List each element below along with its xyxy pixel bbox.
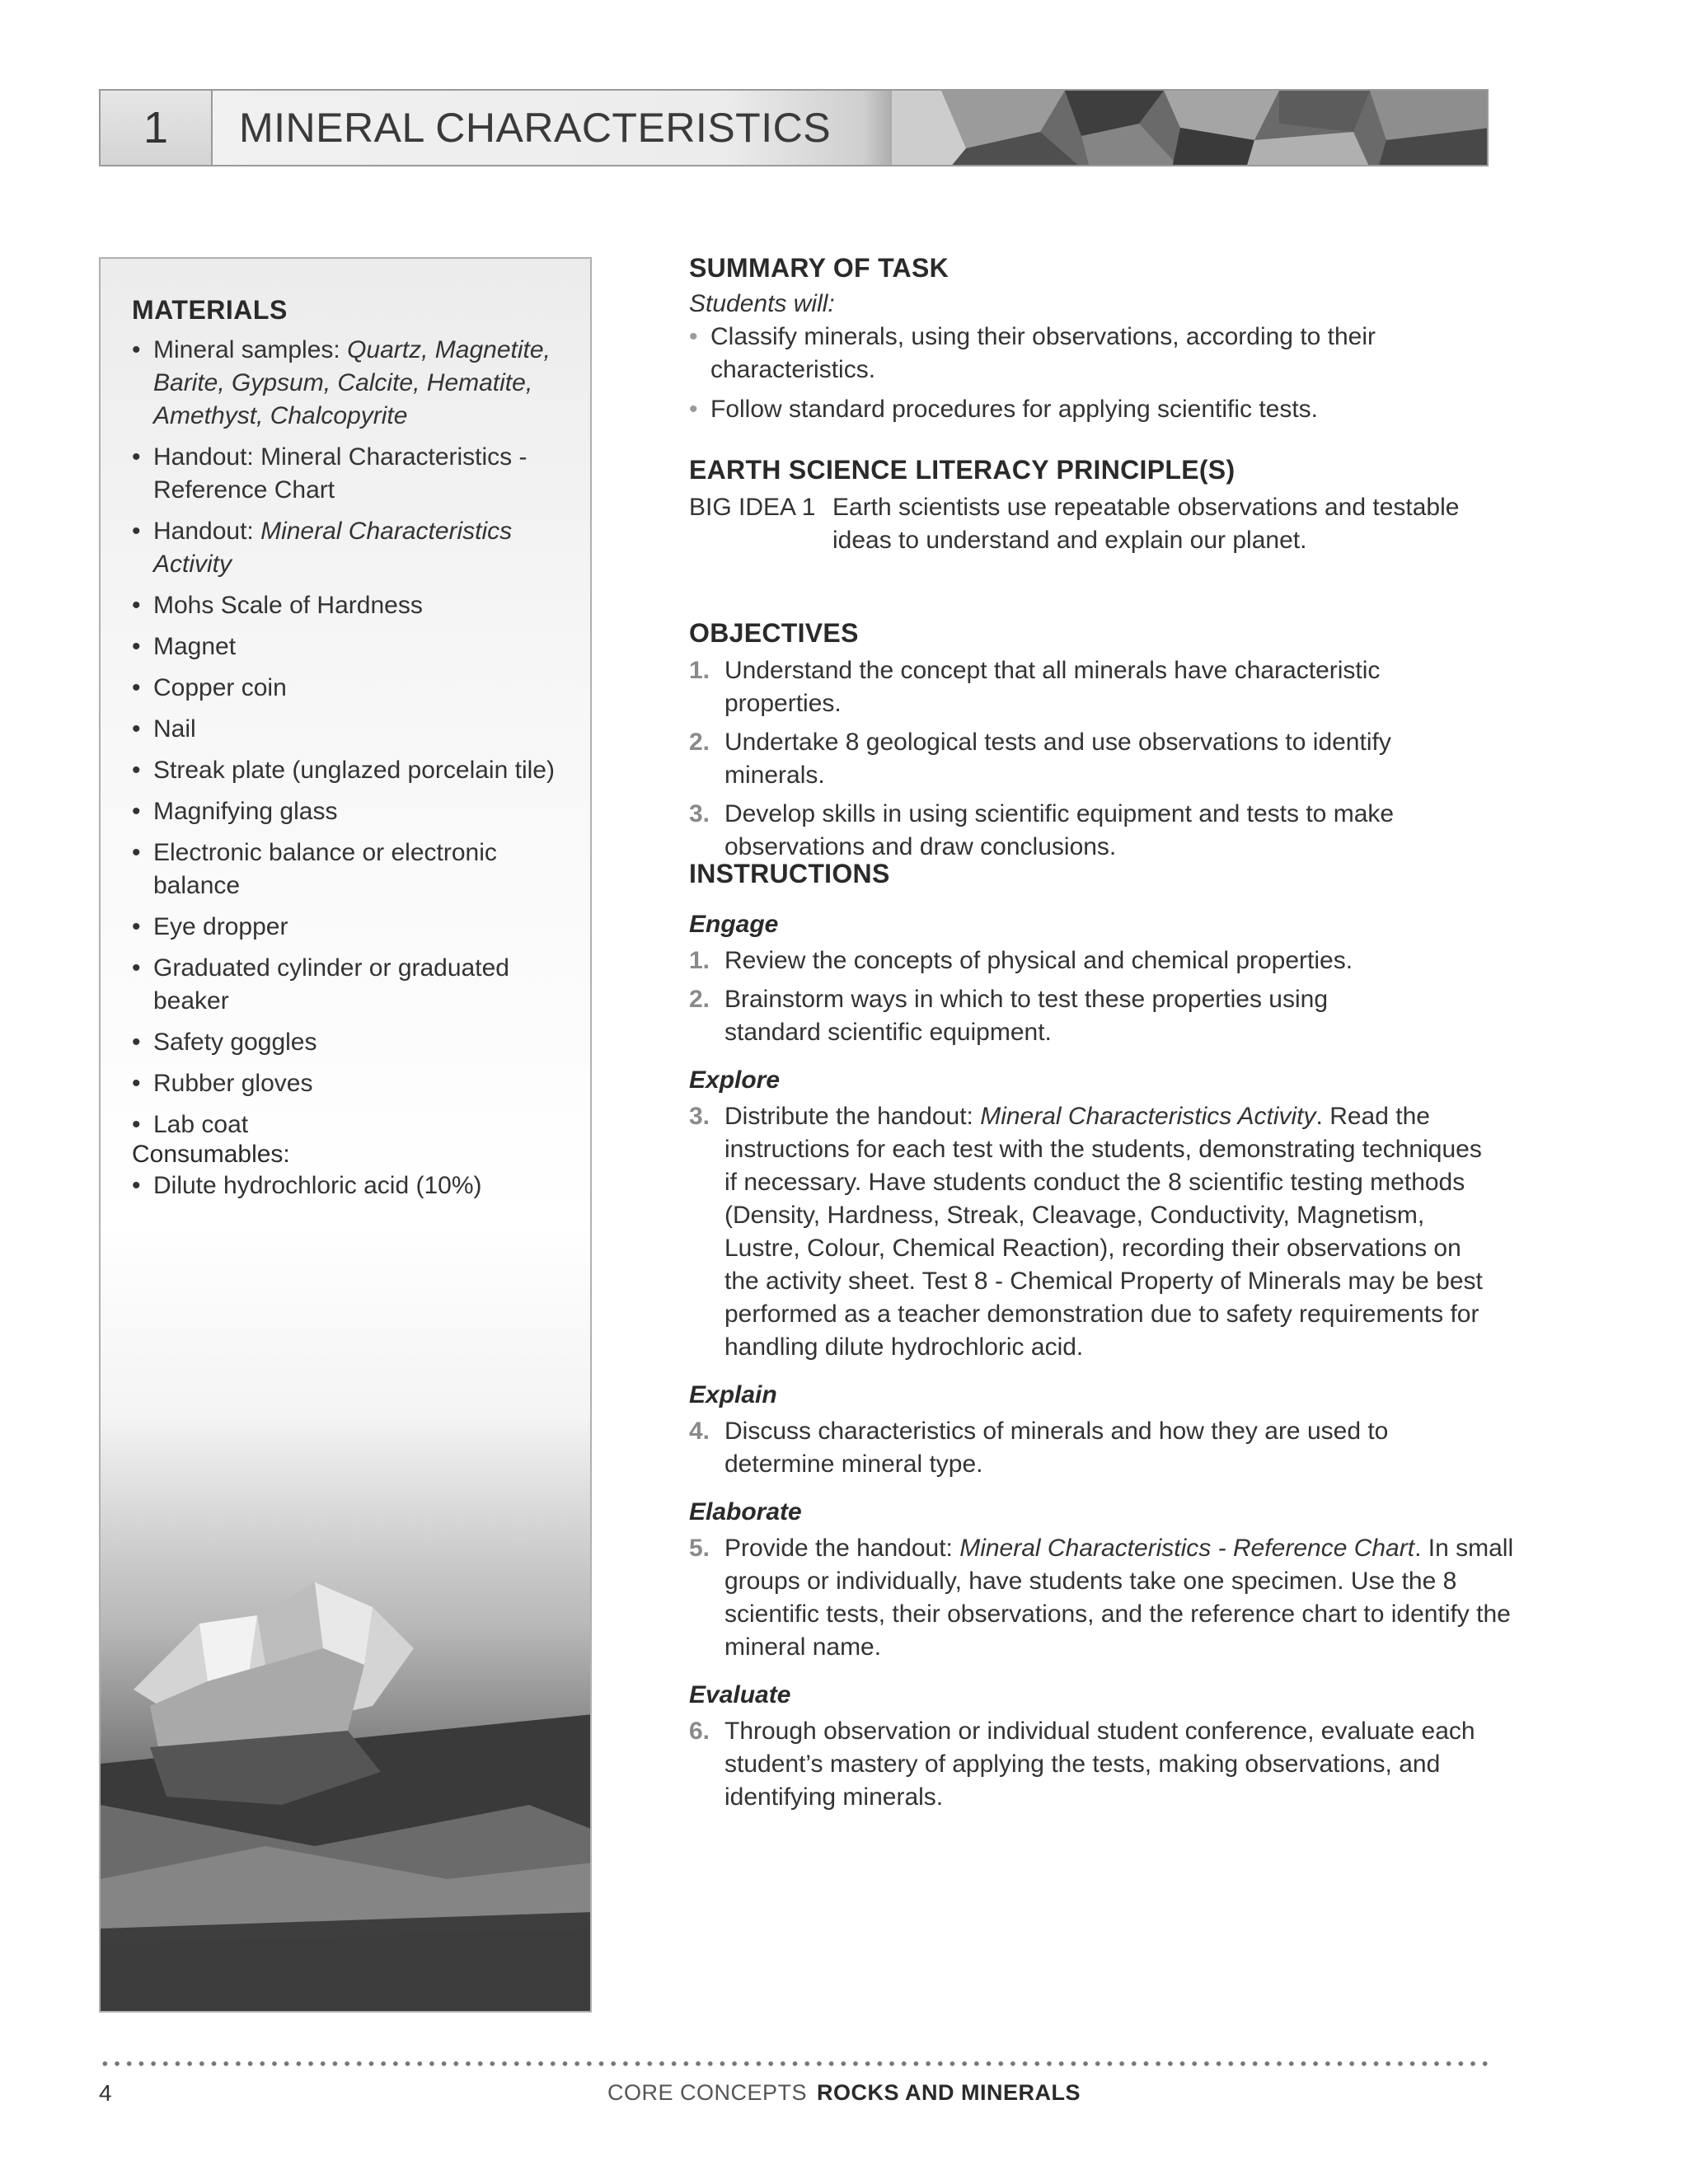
objective-item: 3. Develop skills in using scientific equipment and tests to make observations and draw conclusions. bbox=[689, 800, 1395, 860]
list-item: • Mohs Scale of Hardness bbox=[132, 589, 577, 622]
list-item: • Dilute hydrochloric acid (10%) bbox=[132, 1169, 577, 1202]
page-number: 4 bbox=[99, 2080, 112, 2106]
instruction-item: 6. Through observation or individual student conference, evaluate each student’s mastery of applying the tests, making observations, and identifying minerals. bbox=[689, 1718, 1475, 1811]
explore-label: Explore bbox=[689, 1066, 781, 1094]
consumables-list bbox=[132, 1169, 577, 1202]
chapter-number: 1 bbox=[101, 91, 213, 165]
chapter-title: MINERAL CHARACTERISTICS bbox=[239, 105, 832, 151]
summary-heading: SUMMARY OF TASK bbox=[689, 253, 950, 283]
literacy-heading: EARTH SCIENCE LITERACY PRINCIPLE(S) bbox=[689, 455, 1236, 485]
list-item: • Graduated cylinder or graduated beaker bbox=[132, 952, 577, 1018]
footer-series: CORE CONCEPTS bbox=[607, 2080, 807, 2105]
chapter-header bbox=[99, 89, 1489, 166]
big-idea-text: Earth scientists use repeatable observations and testable ideas to understand and explain our planet. bbox=[832, 494, 1460, 554]
instruction-item: 1. Review the concepts of physical and chemical properties. bbox=[689, 947, 1353, 974]
instruction-item: 2. Brainstorm ways in which to test these properties using standard scientific equipment. bbox=[689, 986, 1328, 1046]
list-item: • Eye dropper bbox=[132, 911, 577, 944]
objectives-section bbox=[689, 616, 1489, 869]
instructions-section bbox=[689, 857, 1514, 1820]
objective-item: 2. Undertake 8 geological tests and use observations to identify minerals. bbox=[689, 729, 1391, 789]
summary-section bbox=[689, 251, 1489, 426]
summary-intro: Students will: bbox=[689, 290, 835, 317]
engage-label: Engage bbox=[689, 911, 779, 938]
footer-title bbox=[0, 2080, 1688, 2106]
list-item: • Lab coat bbox=[132, 1108, 577, 1141]
list-item: • Handout: Mineral Characteristics - Reference Chart bbox=[132, 441, 577, 507]
footer-book: ROCKS AND MINERALS bbox=[817, 2080, 1081, 2105]
big-idea-label: BIG IDEA 1 bbox=[689, 494, 816, 521]
list-item: • Magnet bbox=[132, 630, 577, 663]
instruction-item: 4. Discuss characteristics of minerals and how they are used to determine mineral type. bbox=[689, 1418, 1389, 1478]
literacy-section bbox=[689, 453, 1489, 557]
list-item: • Handout: Mineral Characteristics Activity bbox=[132, 515, 577, 581]
objectives-heading: OBJECTIVES bbox=[689, 618, 859, 648]
list-item: • Copper coin bbox=[132, 672, 577, 705]
list-item: • Streak plate (unglazed porcelain tile) bbox=[132, 754, 577, 787]
list-item: • Rubber gloves bbox=[132, 1067, 577, 1100]
consumables-heading: Consumables: bbox=[132, 1141, 290, 1168]
rock-texture-image bbox=[892, 91, 1489, 166]
list-item: • Magnifying glass bbox=[132, 795, 577, 828]
amethyst-crystal-image bbox=[101, 1418, 592, 2011]
big-idea bbox=[689, 491, 1489, 557]
materials-list bbox=[132, 334, 577, 1141]
materials-sidebar bbox=[99, 257, 592, 2013]
explain-label: Explain bbox=[689, 1381, 777, 1408]
instruction-item: 5. Provide the handout: Mineral Characteristics - Reference Chart. In small groups or individually, have students take one specimen. Use the 8 scientific tests, their observations, and the reference chart to identify the mineral name. bbox=[689, 1535, 1514, 1661]
instructions-heading: INSTRUCTIONS bbox=[689, 859, 890, 888]
elaborate-label: Elaborate bbox=[689, 1498, 802, 1526]
list-item: • Safety goggles bbox=[132, 1026, 577, 1059]
objective-item: 1. Understand the concept that all minerals have characteristic properties. bbox=[689, 657, 1381, 717]
materials-section bbox=[132, 295, 577, 1202]
instruction-item: 3. Distribute the handout: Mineral Characteristics Activity. Read the instructions for each test with the students, demonstrating techniques if necessary. Have students conduct the 8 scientific testing methods (Density, Hardness, Streak, Cleavage, Conductivity, Magnetism, Lustre, Colour, Chemical Reaction), recording their observations on the activity sheet. Test 8 - Chemical Property of Minerals may be best performed as a teacher demonstration due to safety requirements for handling dilute hydrochloric acid. bbox=[689, 1103, 1483, 1361]
evaluate-label: Evaluate bbox=[689, 1681, 791, 1708]
materials-heading: MATERIALS bbox=[132, 295, 288, 325]
list-item: • Electronic balance or electronic balance bbox=[132, 837, 577, 902]
list-item: • Nail bbox=[132, 713, 577, 746]
footer-divider bbox=[99, 2060, 1489, 2067]
summary-bullet: • Follow standard procedures for applying scientific tests. bbox=[689, 393, 1489, 426]
list-item: • Mineral samples: Quartz, Magnetite, Barite, Gypsum, Calcite, Hematite, Amethyst, Chalcopyrite bbox=[132, 334, 577, 433]
summary-bullet: • Classify minerals, using their observations, according to their characteristics. bbox=[689, 321, 1489, 387]
